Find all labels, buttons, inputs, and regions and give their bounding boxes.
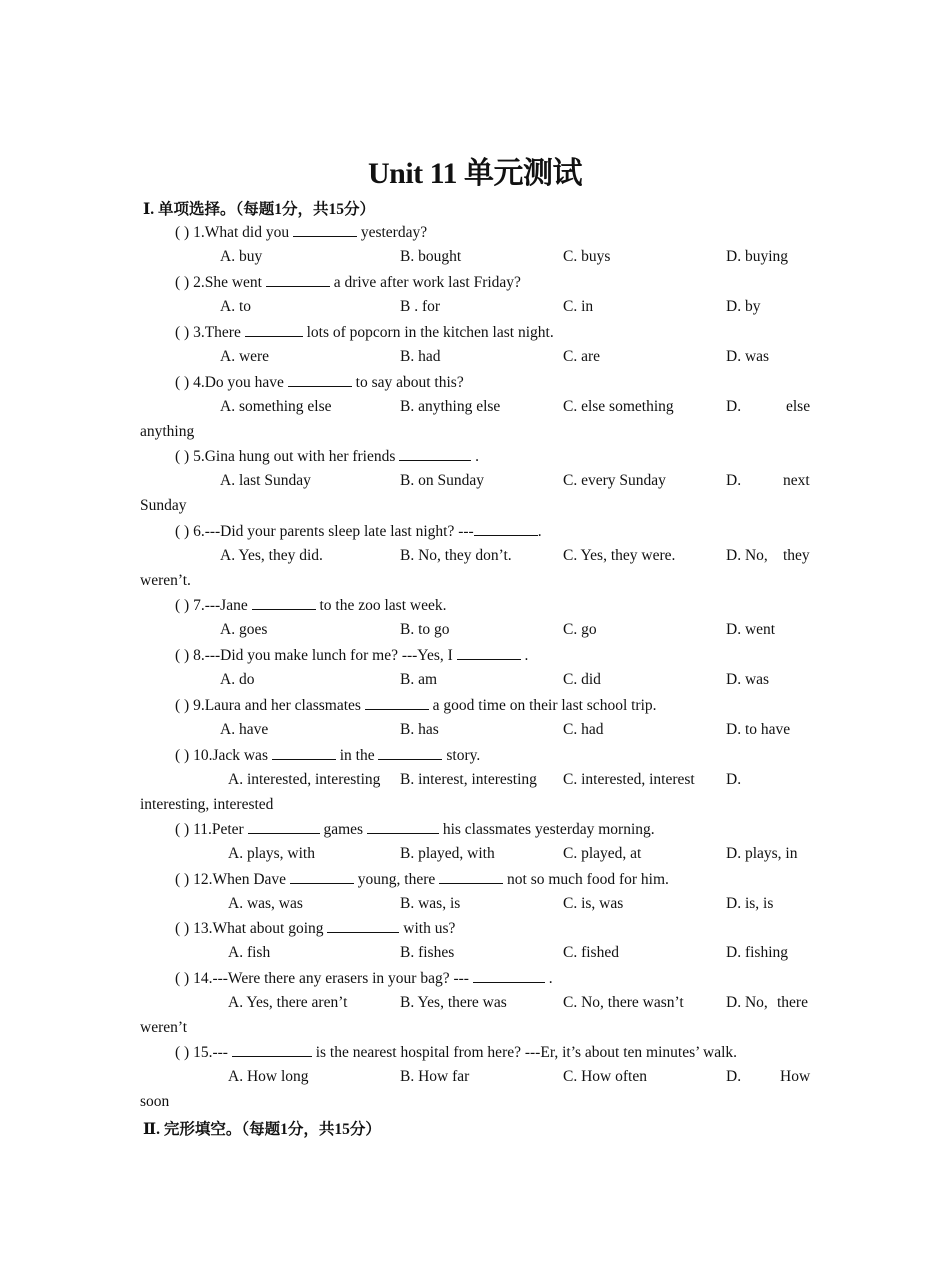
option-d-continued: How bbox=[780, 1068, 811, 1085]
option-b: B. was, is bbox=[400, 895, 461, 912]
option-b: B. How far bbox=[400, 1068, 470, 1085]
option-d-wrap: interesting, interested bbox=[140, 796, 274, 813]
question-8: ( ) 8.---Did you make lunch for me? ---Yes, I . bbox=[175, 647, 529, 664]
option-d: D. bbox=[726, 1068, 742, 1085]
option-c: C. Yes, they were. bbox=[563, 547, 676, 564]
question-11: ( ) 11.Peter games his classmates yesterday morning. bbox=[175, 821, 655, 838]
option-b: B. Yes, there was bbox=[400, 994, 507, 1011]
option-b: B. fishes bbox=[400, 944, 455, 961]
option-d: D. buying bbox=[726, 248, 788, 265]
option-d-continued: next bbox=[783, 472, 810, 489]
question-2: ( ) 2.She went a drive after work last Friday? bbox=[175, 274, 521, 291]
question-10: ( ) 10.Jack was in the story. bbox=[175, 747, 481, 764]
option-b: B . for bbox=[400, 298, 441, 315]
question-6: ( ) 6.---Did your parents sleep late last night? --- . bbox=[175, 523, 542, 540]
option-a: A. were bbox=[220, 348, 270, 365]
option-d: D. went bbox=[726, 621, 776, 638]
option-d-continued: they bbox=[783, 547, 810, 564]
option-a: A. buy bbox=[220, 248, 263, 265]
option-a: A. was, was bbox=[228, 895, 303, 912]
option-a: A. How long bbox=[228, 1068, 309, 1085]
option-c: C. fished bbox=[563, 944, 619, 961]
option-a: A. plays, with bbox=[228, 845, 315, 862]
option-d: D. fishing bbox=[726, 944, 788, 961]
question-9: ( ) 9.Laura and her classmates a good time on their last school trip. bbox=[175, 697, 657, 714]
question-13: ( ) 13.What about going with us? bbox=[175, 920, 456, 937]
option-c: C. is, was bbox=[563, 895, 624, 912]
option-c: C. did bbox=[563, 671, 601, 688]
option-d: D. is, is bbox=[726, 895, 774, 912]
option-c: C. No, there wasn’t bbox=[563, 994, 684, 1011]
option-d-continued: else bbox=[786, 398, 811, 415]
option-c: C. interested, interest bbox=[563, 771, 695, 788]
option-b: B. has bbox=[400, 721, 439, 738]
option-d-wrap: weren’t bbox=[140, 1019, 188, 1036]
option-d-wrap: weren’t. bbox=[140, 572, 191, 589]
page-title: Unit 11 单元测试 bbox=[367, 157, 583, 190]
question-5: ( ) 5.Gina hung out with her friends . bbox=[175, 448, 480, 465]
option-a: A. last Sunday bbox=[220, 472, 311, 489]
option-c: C. every Sunday bbox=[563, 472, 666, 489]
section-heading-1: Ⅰ. 单项选择。（每题1分，共15分） bbox=[143, 201, 376, 218]
option-c: C. go bbox=[563, 621, 597, 638]
section-heading-2: Ⅱ. 完形填空。（每题1分，共15分） bbox=[143, 1121, 381, 1138]
option-a: A. interested, interesting bbox=[228, 771, 381, 788]
option-d-continued: there bbox=[777, 994, 808, 1011]
option-b: B. interest, interesting bbox=[400, 771, 537, 788]
question-12: ( ) 12.When Dave young, there not so much food for him. bbox=[175, 871, 669, 888]
option-a: A. goes bbox=[220, 621, 268, 638]
option-c: C. are bbox=[563, 348, 601, 365]
option-d: D. bbox=[726, 472, 742, 489]
option-b: B. had bbox=[400, 348, 441, 365]
option-a: A. Yes, they did. bbox=[220, 547, 323, 564]
question-4: ( ) 4.Do you have to say about this? bbox=[175, 374, 464, 391]
option-b: B. on Sunday bbox=[400, 472, 484, 489]
option-b: B. to go bbox=[400, 621, 450, 638]
option-d-wrap: soon bbox=[140, 1093, 170, 1110]
option-a: A. have bbox=[220, 721, 269, 738]
option-c: C. played, at bbox=[563, 845, 642, 862]
option-b: B. bought bbox=[400, 248, 462, 265]
question-15: ( ) 15.--- is the nearest hospital from here? ---Er, it’s about ten minutes’ walk. bbox=[175, 1044, 738, 1061]
option-b: B. played, with bbox=[400, 845, 495, 862]
option-a: A. do bbox=[220, 671, 255, 688]
option-c: C. had bbox=[563, 721, 604, 738]
option-d: D. was bbox=[726, 671, 770, 688]
option-c: C. in bbox=[563, 298, 594, 315]
option-a: A. to bbox=[220, 298, 251, 315]
option-c: C. How often bbox=[563, 1068, 647, 1085]
option-d: D. plays, in bbox=[726, 845, 798, 862]
option-d: D. bbox=[726, 398, 742, 415]
question-7: ( ) 7.---Jane to the zoo last week. bbox=[175, 597, 447, 614]
option-d-wrap: Sunday bbox=[140, 497, 187, 514]
option-a: A. fish bbox=[228, 944, 271, 961]
option-d: D. by bbox=[726, 298, 761, 315]
option-a: A. Yes, there aren’t bbox=[228, 994, 348, 1011]
option-d: D. to have bbox=[726, 721, 791, 738]
option-d: D. was bbox=[726, 348, 770, 365]
question-14: ( ) 14.---Were there any erasers in your bag? --- . bbox=[175, 970, 553, 987]
option-c: C. buys bbox=[563, 248, 611, 265]
option-c: C. else something bbox=[563, 398, 674, 415]
option-d: D. bbox=[726, 771, 742, 788]
option-b: B. am bbox=[400, 671, 438, 688]
option-d: D. No, bbox=[726, 547, 768, 564]
option-b: B. No, they don’t. bbox=[400, 547, 512, 564]
question-1: ( ) 1.What did you yesterday? bbox=[175, 224, 428, 241]
question-3: ( ) 3.There lots of popcorn in the kitchen last night. bbox=[175, 324, 554, 341]
option-b: B. anything else bbox=[400, 398, 501, 415]
option-d-wrap: anything bbox=[140, 423, 195, 440]
option-d: D. No, bbox=[726, 994, 768, 1011]
option-a: A. something else bbox=[220, 398, 332, 415]
